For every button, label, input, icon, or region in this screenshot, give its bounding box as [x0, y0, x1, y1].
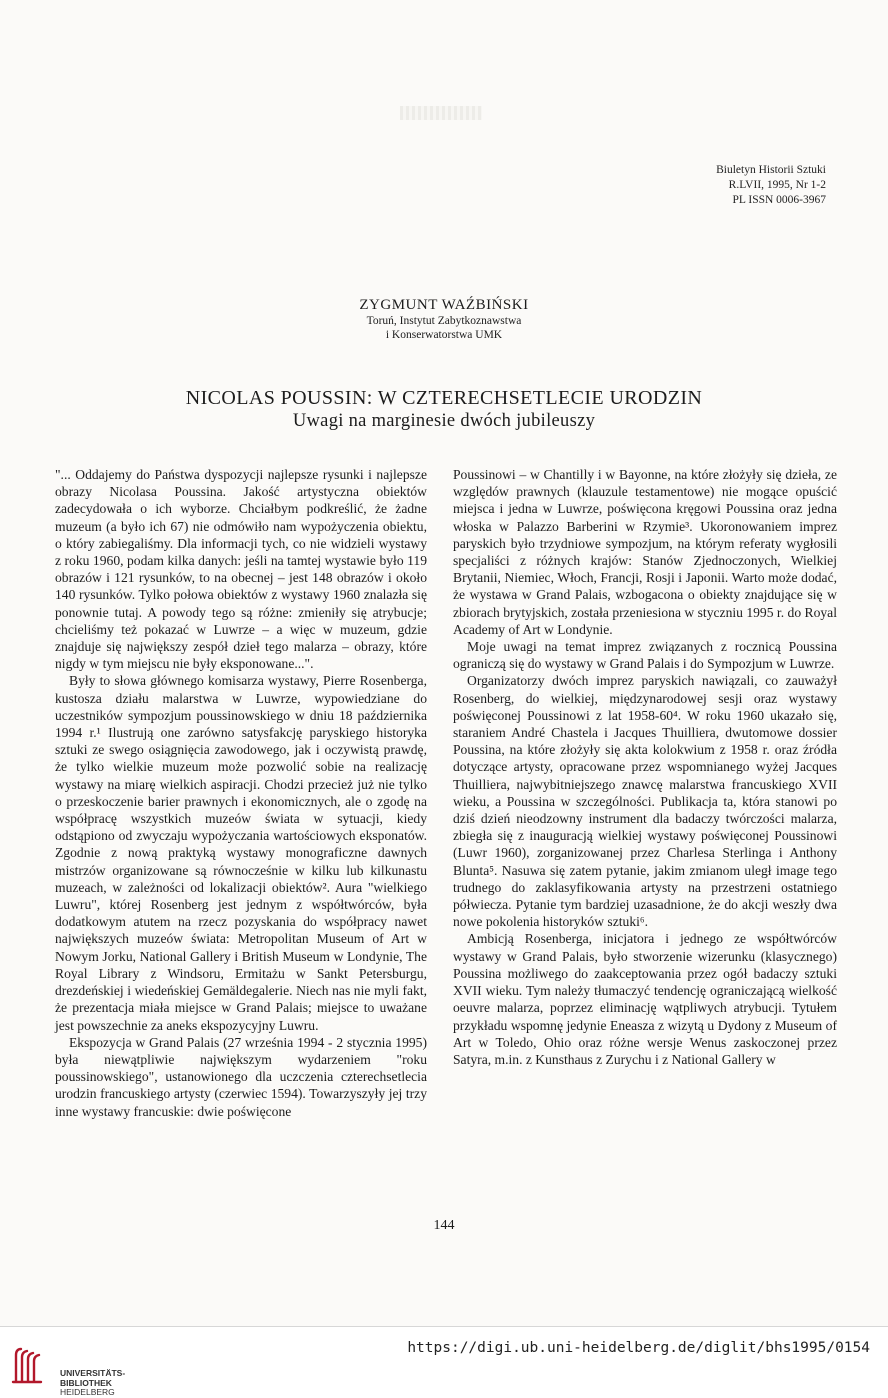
- bleed-through-mark: [400, 106, 482, 120]
- library-name: [60, 1369, 125, 1398]
- paragraph: Moje uwagi na temat imprez związanych z rocznicą Poussina ograniczą się do wystawy w Grand Palais i do Sympozjum w Luwrze.: [453, 639, 837, 672]
- journal-name: Biuletyn Historii Sztuki: [716, 164, 826, 176]
- paragraph: Poussinowi – w Chantilly i w Bayonne, na które złożyły się dzieła, ze względów prawnych (klauzule testamentowe) nie mogące opuścić miejsca i jedna w Luwrze, poświęcona kręgowi Poussina oraz jedna włoska w Palazzo Barberini w Rzymie³. Ukoronowaniem imprez paryskich było trzydniowe sympozjum, na którym referaty wygłosili specjaliści z różnych krajów: Stanów Zjednoczonych, Wielkiej Brytanii, Niemiec, Włoch, Francji, Rosji i Japonii. Warto może dodać, że wystawa w Grand Palais, wzbogacona o obiekty znajdujące się w zbiorach brytyjskich, została przeniesiona w styczniu 1995 r. do Royal Academy of Art w Londynie.: [453, 467, 837, 637]
- paragraph: "... Oddajemy do Państwa dyspozycji najlepsze rysunki i najlepsze obrazy Nicolasa Poussina. Jakość artystyczna obiektów zadecydowała o ich wyborze. Chciałbym podkreślić, że żadne muzeum (a było ich 67) nie odmówiło nam wypożyczenia obiektu, o który zabiegaliśmy. Dla informacji tych, co nie widzieli wystawy z roku 1960, podam kilka danych: jeśli na tamtej wystawie było 119 obrazów i 121 rysunków, to na obecnej – jest 148 obrazów i około 140 rysunków. Tylko połowa obiektów z wystawy 1960 znalazła się ponownie tutaj. A powody tego są różne: zmieniły się atrybucje; chcieliśmy też pokazać w Luwrze – a więc w muzeum, gdzie znajduje się największy zespół dzieł tego malarza – obrazy, które nigdy w tym miejscu nie były eksponowane...".: [55, 467, 427, 672]
- library-name-line: UNIVERSITÄTS-: [60, 1368, 126, 1378]
- viewer-footer: [0, 1326, 888, 1397]
- article-title-block: [0, 386, 888, 433]
- journal-volume: R.LVII, 1995, Nr 1-2: [728, 179, 826, 191]
- journal-issn: PL ISSN 0006-3967: [732, 194, 826, 206]
- page-url[interactable]: https://digi.ub.uni-heidelberg.de/diglit/bhs1995/0154: [407, 1340, 870, 1356]
- author-affiliation-2: i Konserwatorstwa UMK: [385, 329, 503, 341]
- paragraph: Organizatorzy dwóch imprez paryskich nawiązali, co zauważył Rosenberg, do wielkiej, międzynarodowej sesji oraz wystawy poświęconej Poussinowi z lat 1958-60⁴. W roku 1960 ukazało się, staraniem André Chastela i Jacques Thuilliera, dwutomowe dossier Poussina, na które złożyły się akta kolokwium z 1958 r. oraz źródła dotyczące artysty, opracowane przez wspomnianego wyżej Jacques Thuilliera, najwybitniejszego znawcę malarstwa francuskiego XVII wieku, a Poussina w szczególności. Publikacja ta, która stanowi po dziś dzień nieodzowny instrument dla badaczy twórczości malarza, zbiegła się z inauguracją wielkiej wystawy poświęconej Poussinowi (Luwr 1960), zorganizowanej przez Charlesa Sterlinga i Anthony Blunta⁵. Nasuwa się zatem pytanie, jakim zmianom uległ image tego trudnego do zaklasyfikowania artysty na przestrzeni ostatniego półwiecza. Pytanie tym bardziej uzasadnione, że do akcji weszły dwa nowe pokolenia historyków sztuki⁶.: [453, 673, 837, 930]
- journal-info: [716, 163, 826, 208]
- paragraph: Ekspozycja w Grand Palais (27 września 1994 - 2 stycznia 1995) była niewątpliwie największym wydarzeniem "roku poussinowskiego", ustanowionego dla uczczenia czterechsetlecia urodzin francuskiego artysty (czerwiec 1594). Towarzyszyły jej trzy inne wystawy francuskie: dwie poświęcone: [55, 1034, 427, 1119]
- paragraph: Ambicją Rosenberga, inicjatora i jednego ze współtwórców wystawy w Grand Palais, było stworzenie wizerunku (klasycznego) Poussina możliwego do zaakceptowania przez ogół badaczy sztuki XVII wieku. Tym należy tłumaczyć tendencję ograniczającą wielkość oeuvre malarza, poprzez eliminację wątpliwych atrybucji. Tytułem przykładu wspomnę jedynie Eneasza z wizytą u Dydony z Museum of Art w Toledo, Ohio oraz różne wersje Wenus zaskoczonej przez Satyra, m.in. z Kunsthaus z Zurychu i z National Gallery w: [453, 931, 837, 1067]
- article-title: NICOLAS POUSSIN: W CZTERECHSETLECIE URODZIN: [185, 387, 703, 409]
- left-column: [55, 466, 427, 1120]
- author-name: ZYGMUNT WAŹBIŃSKI: [359, 297, 529, 313]
- paragraph: Były to słowa głównego komisarza wystawy, Pierre Rosenberga, kustosza działu malarstwa w Luwrze, wypowiedziane do uczestników sympozjum poussinowskiego w dniu 18 października 1994 r.¹ Ilustrują one zarówno satysfakcję paryskiego historyka sztuki ze swego osiągnięcia zawodowego, jak i oczywistą prawdę, że tylko wielkie muzeum może pozwolić sobie na realizację wystawy na miarę wielkich aspiracji. Chodzi przecież już nie tylko o przeskoczenie barier prawnych i ekonomicznych, ale o zgodę na współpracę wszystkich muzeów świata w sytuacji, kiedy odstąpiono od zwyczaju wypożyczania wartościowych eksponatów. Zgodnie z nową praktyką wystawy monograficzne dawnych mistrzów organizowane są równocześnie w kilku lub kilkunastu muzeach, w zależności od lokalizacji obiektów². Aura "wielkiego Luwru", której Rosenberg jest jednym z współtwórców, była dodatkowym atutem na rzecz pozyskania do współpracy nawet największych muzeów świata: Metropolitan Museum of Art w Nowym Jorku, National Gallery i British Museum w Londynie, The Royal Library z Windsoru, Ermitażu w Sankt Petersburgu, drezdeńskiej i wiedeńskiej Gemäldegalerie. Niech nas nie myli fakt, że prezentacja miała miejsce w Grand Palais; miejsce to uważane jest powszechnie za aneks ekspozycyjny Luwru.: [55, 673, 427, 1033]
- page-number: 144: [433, 1218, 455, 1233]
- author-affiliation-1: Toruń, Instytut Zabytkoznawstwa: [366, 315, 522, 327]
- library-name-line: HEIDELBERG: [60, 1387, 115, 1397]
- author-block: [0, 296, 888, 342]
- library-name-line: BIBLIOTHEK: [60, 1377, 112, 1388]
- university-library-logo[interactable]: [10, 1345, 140, 1397]
- article-subtitle: Uwagi na marginesie dwóch jubileuszy: [292, 411, 596, 431]
- right-column: [453, 466, 837, 1068]
- library-seal-icon: [10, 1345, 46, 1385]
